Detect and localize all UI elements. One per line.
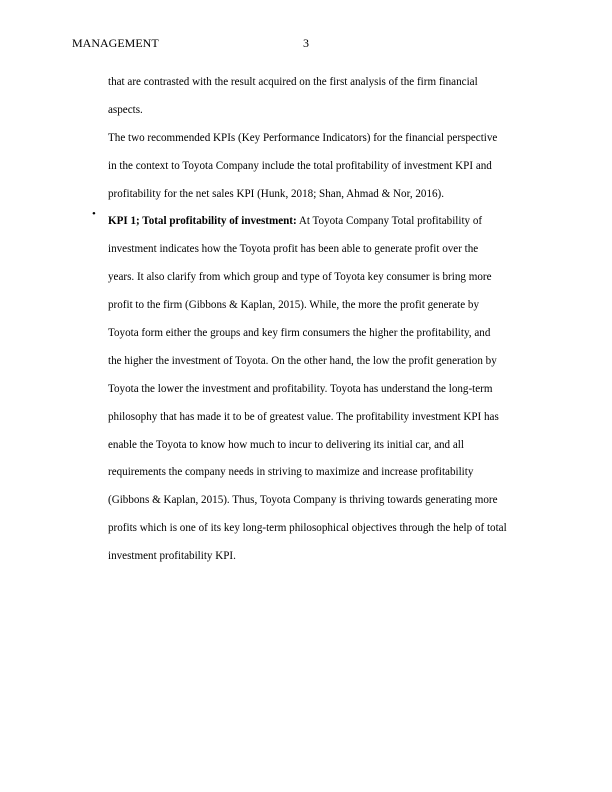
body-line: the higher the investment of Toyota. On the other hand, the low the profit generation by — [108, 354, 497, 367]
body-line: profit to the firm (Gibbons & Kaplan, 2015). While, the more the profit generate by — [108, 299, 480, 312]
body-line: requirements the company needs in striving to maximize and increase profitability — [108, 466, 474, 479]
body-line: investment indicates how the Toyota profit has been able to generate profit over the — [108, 243, 479, 256]
body-line: enable the Toyota to know how much to incur to delivering its initial car, and all — [108, 438, 464, 451]
body-line: aspects. — [108, 103, 143, 116]
body-line: profitability for the net sales KPI (Hunk, 2018; Shan, Ahmad & Nor, 2016). — [108, 187, 445, 200]
bullet-first-line — [108, 208, 540, 236]
body-line: (Gibbons & Kaplan, 2015). Thus, Toyota Company is thriving towards generating more — [108, 494, 498, 507]
document-body — [108, 69, 540, 571]
page-header — [72, 36, 540, 52]
body-line: that are contrasted with the result acquired on the first analysis of the firm financial — [108, 76, 478, 88]
bullet-dot-icon: • — [92, 208, 96, 220]
page-number: 3 — [303, 36, 309, 50]
body-line: investment profitability KPI. — [108, 550, 236, 563]
body-line: The two recommended KPIs (Key Performance Indicators) for the financial perspective — [108, 131, 498, 144]
bullet-first-line-text: At Toyota Company Total profitability of — [296, 215, 483, 228]
body-line: in the context to Toyota Company include the total profitability of investment KPI and — [108, 159, 492, 172]
running-head: MANAGEMENT — [72, 36, 159, 50]
bullet-heading: KPI 1; Total profitability of investment: — [108, 215, 297, 228]
body-line: profits which is one of its key long-term philosophical objectives through the help of total — [108, 522, 507, 535]
body-line: years. It also clarify from which group and type of Toyota key consumer is bring more — [108, 271, 492, 284]
body-line: Toyota the lower the investment and profitability. Toyota has understand the long-term — [108, 382, 493, 395]
body-line: Toyota form either the groups and key firm consumers the higher the profitability, and — [108, 327, 491, 340]
body-line: philosophy that has made it to be of greatest value. The profitability investment KPI has — [108, 410, 499, 423]
